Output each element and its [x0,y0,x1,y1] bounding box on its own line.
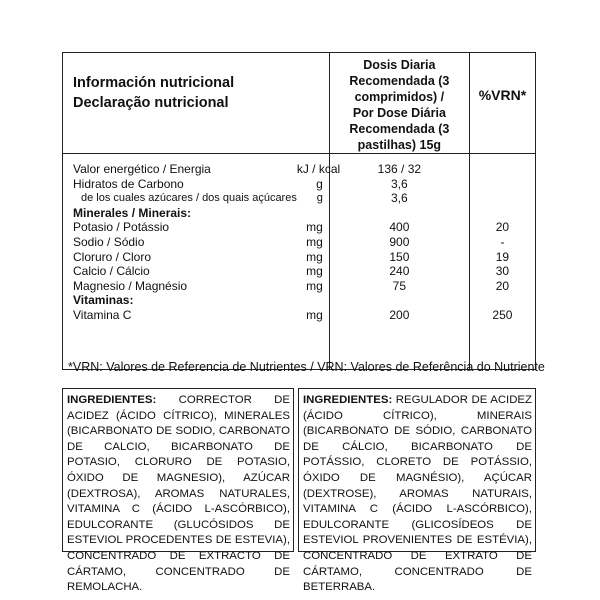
nutrient-label: Minerales / Minerais: [73,205,192,220]
nutrient-vrn: 19 [495,249,510,264]
nutrient-vrn: 20 [495,220,510,235]
section-heading [73,206,323,221]
nutrient-vrn [470,293,535,308]
nutrient-vrn [470,191,535,206]
vrn-header: %VRN* [469,53,535,154]
nutrient-unit: mg [306,264,323,279]
title-pt: Declaração nutricional [73,95,229,111]
nutrient-vrn: - [500,234,505,249]
nutrition-table [62,52,536,370]
nutrient-unit: mg [306,234,323,249]
nutrient-value: 200 [389,307,410,322]
vrn-footnote: *VRN: Valores de Referencia de Nutrientes / VRN: Valores de Referência do Nutriente [68,360,545,374]
ingredients-pt-label: INGREDIENTES: [303,394,393,406]
dose-header-line: Recomendada (3 pastilhas) 15g [349,122,450,152]
ingredients-es [62,388,294,594]
nutrient-label: Sodio / Sódio [73,234,145,249]
nutrient-value: 240 [389,264,410,279]
nutrient-vrn: 20 [495,278,510,293]
nutrient-row [73,264,323,279]
nutrient-vrn [470,162,535,177]
nutrient-label: Vitaminas: [73,293,134,308]
nutrient-label: Vitamina C [73,307,132,322]
nutrient-unit: mg [306,249,323,264]
nutrient-vrn: 30 [495,264,510,279]
nutrient-unit: kJ / kcal [296,162,341,176]
nutrient-value [330,293,469,308]
dose-header-line: Recomendada (3 comprimidos) / [349,74,450,104]
dose-header-line: Dosis Diaria [363,58,436,72]
nutrient-values-column [329,154,469,370]
dose-header-line: Por Dose Diária [352,106,446,120]
section-heading [73,293,323,308]
nutrient-label: Cloruro / Cloro [73,249,152,264]
nutrient-value [330,206,469,221]
ingredients-es-label: INGREDIENTES: [67,394,157,406]
nutrient-value: 3,6 [391,176,408,191]
nutrient-value: 400 [389,220,410,235]
nutrient-labels-column [63,154,341,370]
nutrient-label: Valor energético / Energia [73,162,211,176]
nutrient-label: Magnesio / Magnésio [73,278,188,293]
nutrient-unit: g [316,176,323,191]
nutrient-row [73,308,323,323]
nutrient-unit: g [316,192,323,205]
nutrient-vrn-column [469,154,535,370]
nutrient-value: 75 [392,278,407,293]
nutrient-label: Hidratos de Carbono [73,176,184,191]
nutrient-row [73,177,323,192]
nutrient-value: 900 [389,234,410,249]
nutrient-unit [297,206,323,221]
nutrient-row [73,235,323,250]
ingredients-es-text: CORRECTOR DE ACIDEZ (ÁCIDO CÍTRICO), MINERALES (BICARBONATO DE SODIO, CARBONATO DE CALCIO, BICARBONATO DE POTASIO, CLORURO DE POTASIO, ÓXIDO DE MAGNESIO), AZÚCAR (DEXTROSA), AROMAS NATURALES, VITAMINA C (ÁCIDO L-ASCÓRBICO), EDULCORANTE (GLUCÓSIDOS DE ESTEVIOL PROCEDENTES DE ESTEVIA), CONCENTRADO DE EXTRACTO DE CÁRTAMO, CONCENTRADO DE REMOLACHA. [67,394,290,594]
nutrient-unit [297,293,323,308]
title-es: Información nutricional [73,75,235,91]
nutrient-vrn [470,177,535,192]
nutrient-row [73,162,341,177]
nutrient-vrn [470,206,535,221]
nutrient-unit: mg [306,220,323,235]
nutrient-vrn: 250 [492,307,513,322]
nutrient-unit: mg [306,307,323,322]
nutrient-row [73,220,323,235]
nutrient-label: Potasio / Potássio [73,220,170,235]
nutrient-row [73,250,323,265]
nutrition-label [62,52,545,594]
nutrient-unit: mg [306,278,323,293]
nutrient-value: 136 / 32 [377,162,422,176]
nutrient-value: 150 [389,249,410,264]
nutrient-label: de los cuales azúcares / dos quais açúcares [81,192,297,205]
ingredients-pt-text: REGULADOR DE ACIDEZ (ÁCIDO CÍTRICO), MINERAIS (BICARBONATO DE SÓDIO, CARBONATO DE CÁLCIO, BICARBONATO DE POTÁSSIO, CLORETO DE POTÁSSIO, ÓXIDO DE MAGNÉSIO), AÇÚCAR (DEXTROSE), AROMAS NATURAIS, VITAMINA C (ÁCIDO L-ASCÓRBICO), EDULCORANTE (GLICOSÍDEOS DE ESTEVIOL PROVENIENTES DE ESTÉVIA), CONCENTRADO DE EXTRATO DE CÁRTAMO, CONCENTRADO DE BETERRABA. [303,394,532,594]
nutrient-label: Calcio / Cálcio [73,264,150,279]
ingredients-pt [298,388,536,594]
table-title [63,53,330,154]
dose-header [329,53,469,154]
nutrient-value: 3,6 [391,191,408,206]
nutrient-row [73,279,323,294]
nutrient-row [73,191,323,206]
